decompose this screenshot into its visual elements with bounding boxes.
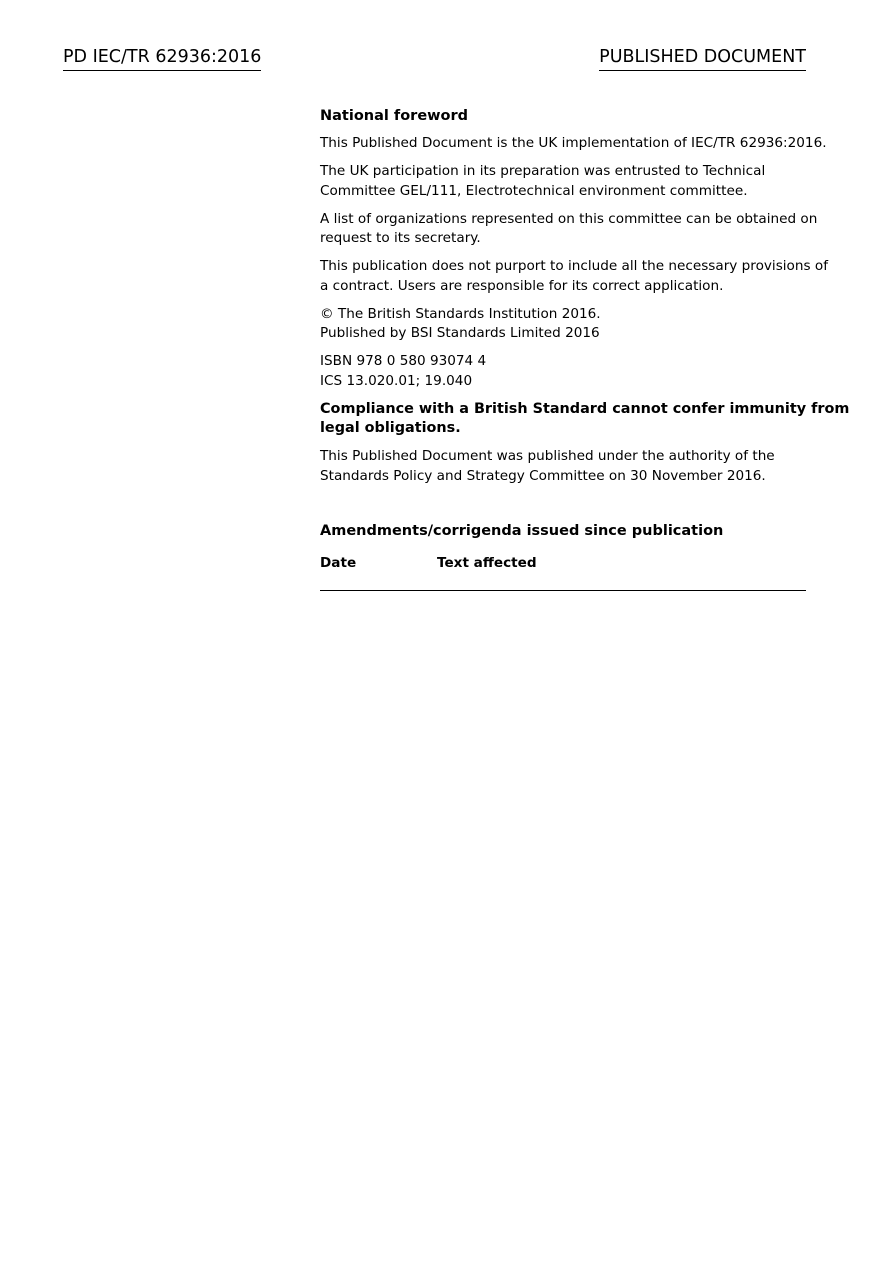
participation-paragraph <box>320 162 806 201</box>
organizations-line-2: request to its secretary. <box>320 230 481 246</box>
foreword-title: National foreword <box>320 108 469 124</box>
participation-line-1: The UK participation in its preparation was entrusted to Technical <box>320 163 766 179</box>
amendments-table <box>320 554 806 591</box>
document-id-header: PD IEC/TR 62936:2016 <box>63 46 261 71</box>
implementation-text: This Published Document is the UK implementation of IEC/TR 62936:2016. <box>320 135 827 151</box>
contract-paragraph <box>320 257 828 296</box>
compliance-line-1: Compliance with a British Standard cannot confer immunity from <box>320 400 850 417</box>
implementation-paragraph <box>320 134 827 154</box>
text-affected-column-header: Text affected <box>437 555 537 571</box>
authority-paragraph <box>320 447 806 486</box>
authority-line-2: Standards Policy and Strategy Committee on 30 November 2016. <box>320 467 766 484</box>
copyright-text: © The British Standards Institution 2016. <box>320 305 601 322</box>
compliance-line-2: legal obligations. <box>320 420 461 436</box>
isbn-text: ISBN 978 0 580 93074 4 <box>320 353 487 369</box>
document-type-header: PUBLISHED DOCUMENT <box>599 46 806 71</box>
ics-text: ICS 13.020.01; 19.040 <box>320 372 473 389</box>
copyright-paragraph <box>320 305 806 344</box>
contract-line-2: a contract. Users are responsible for its correct application. <box>320 277 724 294</box>
identifiers-paragraph <box>320 352 806 391</box>
contract-line-1: This publication does not purport to include all the necessary provisions of <box>320 258 828 274</box>
date-column-header: Date <box>320 555 357 571</box>
organizations-paragraph <box>320 210 818 249</box>
participation-line-2: Committee GEL/111, Electrotechnical environment committee. <box>320 182 748 199</box>
publisher-text: Published by BSI Standards Limited 2016 <box>320 325 600 341</box>
amendments-title: Amendments/corrigenda issued since publication <box>320 523 724 539</box>
national-foreword-section <box>320 106 850 591</box>
organizations-line-1: A list of organizations represented on this committee can be obtained on <box>320 210 818 227</box>
authority-line-1: This Published Document was published under the authority of the <box>320 448 775 464</box>
compliance-statement <box>320 400 850 439</box>
